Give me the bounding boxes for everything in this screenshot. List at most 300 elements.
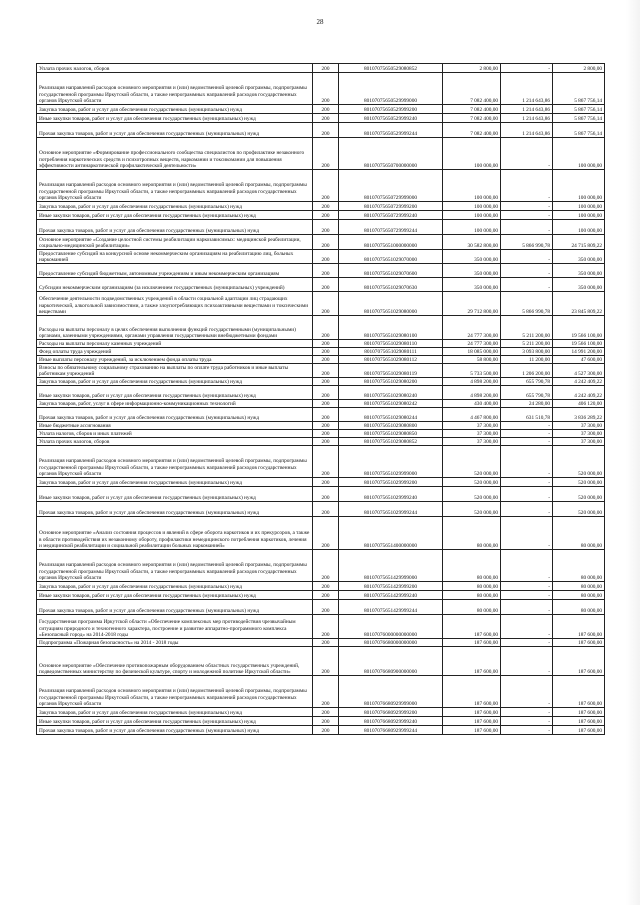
cell-line-code: 200 bbox=[313, 105, 339, 114]
table-row bbox=[37, 378, 605, 386]
table-row bbox=[37, 478, 605, 487]
cell-unexecuted-amount: 80 000,00 bbox=[553, 582, 605, 591]
cell-name: Прочая закупка товаров, работ и услуг для обеспечения государственных (муниципальных) нужд bbox=[37, 726, 313, 735]
cell-classification-code: 80107075651029070600 bbox=[339, 264, 443, 278]
table-row bbox=[37, 400, 605, 408]
cell-name: Уплата налогов, сборов и иных платежей bbox=[37, 430, 313, 438]
cell-approved-amount: 187 600,00 bbox=[443, 676, 501, 708]
cell-unexecuted-amount: 2 800,00 bbox=[553, 64, 605, 73]
cell-line-code: 200 bbox=[313, 647, 339, 676]
cell-executed-amount: - bbox=[501, 264, 553, 278]
table-row bbox=[37, 264, 605, 278]
cell-executed-amount: 24 280,00 bbox=[501, 400, 553, 408]
cell-name: Реализация направлений расходов основного мероприятия и (или) ведомственной целевой программы, подпрограммы государственной программы Иркутской области, а также непрограммных направлений расходов государственных органов Иркутской области bbox=[37, 550, 313, 582]
cell-approved-amount: 80 000,00 bbox=[443, 582, 501, 591]
cell-name: Реализация направлений расходов основного мероприятия и (или) ведомственной целевой программы, подпрограммы государственной программы Иркутской области, а также непрограммных направлений расходов государственных органов Иркутской области bbox=[37, 676, 313, 708]
cell-approved-amount: 187 600,00 bbox=[443, 615, 501, 639]
cell-executed-amount: - bbox=[501, 430, 553, 438]
cell-approved-amount: 24 777 300,00 bbox=[443, 340, 501, 348]
cell-unexecuted-amount: 100 000,00 bbox=[553, 202, 605, 211]
table-row bbox=[37, 105, 605, 114]
cell-classification-code: 80107076000000000000 bbox=[339, 615, 443, 639]
cell-approved-amount: 520 000,00 bbox=[443, 478, 501, 487]
cell-line-code: 200 bbox=[313, 717, 339, 726]
cell-executed-amount: - bbox=[501, 487, 553, 502]
table-row bbox=[37, 220, 605, 235]
cell-classification-code: 80107075651029080100 bbox=[339, 316, 443, 340]
cell-line-code: 200 bbox=[313, 64, 339, 73]
cell-approved-amount: 187 600,00 bbox=[443, 708, 501, 717]
cell-approved-amount: 100 000,00 bbox=[443, 170, 501, 202]
table-row bbox=[37, 517, 605, 550]
cell-name: Реализация направлений расходов основного мероприятия и (или) ведомственной целевой программы, подпрограммы государственной программы Иркутской области, а также непрограммных направлений расходов государственных органов Иркутской области bbox=[37, 170, 313, 202]
cell-unexecuted-amount: 100 000,00 bbox=[553, 170, 605, 202]
cell-classification-code: 80107075651029999244 bbox=[339, 502, 443, 517]
cell-line-code: 200 bbox=[313, 378, 339, 386]
cell-unexecuted-amount: 37 300,00 bbox=[553, 438, 605, 446]
cell-unexecuted-amount: 24 715 809,22 bbox=[553, 235, 605, 250]
cell-approved-amount: 29 712 800,00 bbox=[443, 292, 501, 316]
cell-unexecuted-amount: 4 242 409,22 bbox=[553, 386, 605, 400]
cell-name: Иные закупки товаров, работ и услуг для обеспечения государственных (муниципальных) нужд bbox=[37, 487, 313, 502]
budget-execution-table bbox=[36, 63, 605, 735]
cell-classification-code: 80107076680000000000 bbox=[339, 639, 443, 647]
cell-line-code: 200 bbox=[313, 676, 339, 708]
cell-classification-code: 80107075651029080240 bbox=[339, 386, 443, 400]
cell-approved-amount: 520 000,00 bbox=[443, 502, 501, 517]
cell-classification-code: 80107075650529999000 bbox=[339, 73, 443, 105]
table-row bbox=[37, 292, 605, 316]
table-row bbox=[37, 550, 605, 582]
cell-name: Реализация направлений расходов основного мероприятия и (или) ведомственной целевой программы, подпрограммы государственной программы Иркутской области, а также непрограммных направлений расходов государственных органов Иркутской области bbox=[37, 446, 313, 478]
cell-executed-amount: 5 211 200,00 bbox=[501, 316, 553, 340]
cell-approved-amount: 350 000,00 bbox=[443, 278, 501, 292]
cell-classification-code: 80107075651029999000 bbox=[339, 446, 443, 478]
table-row bbox=[37, 123, 605, 138]
cell-approved-amount: 4 898 200,00 bbox=[443, 386, 501, 400]
cell-approved-amount: 58 800,00 bbox=[443, 356, 501, 364]
table-row bbox=[37, 502, 605, 517]
cell-name: Прочая закупка товаров, работ и услуг для обеспечения государственных (муниципальных) нужд bbox=[37, 220, 313, 235]
cell-name: Подпрограмма «Пожарная безопасность» на 2014 - 2018 годы bbox=[37, 639, 313, 647]
cell-unexecuted-amount: 5 867 756,14 bbox=[553, 123, 605, 138]
cell-executed-amount: - bbox=[501, 422, 553, 430]
cell-classification-code: 80107075651029999200 bbox=[339, 478, 443, 487]
cell-executed-amount: - bbox=[501, 708, 553, 717]
table-row bbox=[37, 170, 605, 202]
cell-classification-code: 80107075651000000000 bbox=[339, 235, 443, 250]
cell-name: Основное мероприятие «Обеспечение противопожарным оборудованием областных государственных учреждений, подведомственных министерству по физической культуре, спорту и молодежной политике Иркутской области» bbox=[37, 647, 313, 676]
cell-name: Реализация направлений расходов основного мероприятия и (или) ведомственной целевой программы, подпрограммы государственной программы Иркутской области, а также непрограммных направлений расходов государственных органов Иркутской области bbox=[37, 73, 313, 105]
cell-name: Уплата прочих налогов, сборов bbox=[37, 438, 313, 446]
table-row bbox=[37, 487, 605, 502]
cell-executed-amount: 1 214 643,86 bbox=[501, 114, 553, 123]
cell-classification-code: 80107075650729999244 bbox=[339, 220, 443, 235]
cell-line-code: 200 bbox=[313, 235, 339, 250]
cell-classification-code: 80107075651029080000 bbox=[339, 292, 443, 316]
cell-unexecuted-amount: 23 845 809,22 bbox=[553, 292, 605, 316]
cell-executed-amount: 11 200,00 bbox=[501, 356, 553, 364]
table-row bbox=[37, 726, 605, 735]
cell-unexecuted-amount: 187 600,00 bbox=[553, 726, 605, 735]
cell-line-code: 200 bbox=[313, 615, 339, 639]
cell-executed-amount: - bbox=[501, 550, 553, 582]
cell-executed-amount: - bbox=[501, 438, 553, 446]
table-row bbox=[37, 138, 605, 170]
cell-executed-amount: 3 093 800,00 bbox=[501, 348, 553, 356]
cell-line-code: 200 bbox=[313, 364, 339, 378]
cell-unexecuted-amount: 520 000,00 bbox=[553, 446, 605, 478]
cell-name: Прочая закупка товаров, работ и услуг для обеспечения государственных (муниципальных) нужд bbox=[37, 123, 313, 138]
cell-executed-amount: - bbox=[501, 446, 553, 478]
cell-unexecuted-amount: 5 867 756,14 bbox=[553, 114, 605, 123]
cell-executed-amount: - bbox=[501, 220, 553, 235]
cell-line-code: 200 bbox=[313, 340, 339, 348]
cell-approved-amount: 18 085 000,00 bbox=[443, 348, 501, 356]
cell-name: Взносы по обязательному социальному страхованию на выплаты по оплате труда работников и иные выплаты работникам учреждений bbox=[37, 364, 313, 378]
cell-approved-amount: 5 733 500,00 bbox=[443, 364, 501, 378]
cell-unexecuted-amount: 520 000,00 bbox=[553, 502, 605, 517]
cell-name: Фонд оплаты труда учреждений bbox=[37, 348, 313, 356]
cell-classification-code: 80107076680929999240 bbox=[339, 717, 443, 726]
cell-unexecuted-amount: 100 000,00 bbox=[553, 211, 605, 220]
cell-unexecuted-amount: 47 600,00 bbox=[553, 356, 605, 364]
cell-unexecuted-amount: 187 600,00 bbox=[553, 615, 605, 639]
cell-approved-amount: 4 898 200,00 bbox=[443, 378, 501, 386]
cell-approved-amount: 7 082 400,00 bbox=[443, 105, 501, 114]
cell-approved-amount: 4 467 800,00 bbox=[443, 408, 501, 422]
cell-classification-code: 80107076680929999244 bbox=[339, 726, 443, 735]
cell-name: Закупка товаров, работ и услуг для обеспечения государственных (муниципальных) нужд bbox=[37, 478, 313, 487]
cell-executed-amount: 1 214 643,86 bbox=[501, 105, 553, 114]
cell-executed-amount: - bbox=[501, 170, 553, 202]
cell-unexecuted-amount: 187 600,00 bbox=[553, 717, 605, 726]
cell-approved-amount: 100 000,00 bbox=[443, 211, 501, 220]
cell-name: Закупка товаров, работ и услуг для обеспечения государственных (муниципальных) нужд bbox=[37, 582, 313, 591]
cell-classification-code: 80107075651029070630 bbox=[339, 278, 443, 292]
cell-line-code: 200 bbox=[313, 487, 339, 502]
cell-unexecuted-amount: 3 836 289,22 bbox=[553, 408, 605, 422]
cell-line-code: 200 bbox=[313, 550, 339, 582]
cell-name: Субсидии некоммерческим организациям (за исключением государственных (муниципальных) учреждений) bbox=[37, 278, 313, 292]
table-row bbox=[37, 717, 605, 726]
cell-approved-amount: 187 600,00 bbox=[443, 726, 501, 735]
cell-approved-amount: 187 600,00 bbox=[443, 639, 501, 647]
table-row bbox=[37, 250, 605, 264]
cell-approved-amount: 187 600,00 bbox=[443, 647, 501, 676]
cell-unexecuted-amount: 406 120,00 bbox=[553, 400, 605, 408]
table-row bbox=[37, 364, 605, 378]
cell-line-code: 200 bbox=[313, 220, 339, 235]
cell-unexecuted-amount: 19 566 100,00 bbox=[553, 340, 605, 348]
cell-approved-amount: 7 082 400,00 bbox=[443, 123, 501, 138]
page-number: 28 bbox=[316, 18, 324, 26]
cell-unexecuted-amount: 187 600,00 bbox=[553, 647, 605, 676]
cell-name: Уплата прочих налогов, сборов bbox=[37, 64, 313, 73]
cell-line-code: 200 bbox=[313, 400, 339, 408]
cell-approved-amount: 2 800,00 bbox=[443, 64, 501, 73]
cell-line-code: 200 bbox=[313, 478, 339, 487]
cell-classification-code: 80107075651429999244 bbox=[339, 600, 443, 615]
cell-executed-amount: - bbox=[501, 717, 553, 726]
cell-line-code: 200 bbox=[313, 278, 339, 292]
cell-classification-code: 80107075651029080850 bbox=[339, 430, 443, 438]
cell-approved-amount: 80 000,00 bbox=[443, 591, 501, 600]
cell-name: Прочая закупка товаров, работ и услуг для обеспечения государственных (муниципальных) нужд bbox=[37, 600, 313, 615]
cell-executed-amount: 5 866 990,78 bbox=[501, 235, 553, 250]
table-row bbox=[37, 73, 605, 105]
cell-name: Иные закупки товаров, работ и услуг для обеспечения государственных (муниципальных) нужд bbox=[37, 211, 313, 220]
cell-executed-amount: 655 790,78 bbox=[501, 386, 553, 400]
cell-classification-code: 80107075650729999000 bbox=[339, 170, 443, 202]
cell-unexecuted-amount: 520 000,00 bbox=[553, 487, 605, 502]
cell-unexecuted-amount: 100 000,00 bbox=[553, 220, 605, 235]
cell-name: Основное мероприятие «Формирование профессионального сообщества специалистов по профилактике незаконного потребления наркотических средств и психотропных веществ, наркомании и токсикомании для повышения эффективности антинаркотической профилактической деятельности» bbox=[37, 138, 313, 170]
cell-approved-amount: 7 082 400,00 bbox=[443, 73, 501, 105]
cell-executed-amount: - bbox=[501, 202, 553, 211]
cell-line-code: 200 bbox=[313, 292, 339, 316]
table-row bbox=[37, 430, 605, 438]
cell-name: Закупка товаров, работ и услуг для обеспечения государственных (муниципальных) нужд bbox=[37, 202, 313, 211]
table-row bbox=[37, 647, 605, 676]
cell-executed-amount: 655 790,78 bbox=[501, 378, 553, 386]
cell-executed-amount: - bbox=[501, 211, 553, 220]
table-row bbox=[37, 356, 605, 364]
cell-classification-code: 80107075651029999240 bbox=[339, 487, 443, 502]
table-row bbox=[37, 582, 605, 591]
cell-line-code: 200 bbox=[313, 708, 339, 717]
cell-executed-amount: 5 211 200,00 bbox=[501, 340, 553, 348]
cell-name: Закупка товаров, работ, услуг в сфере информационно-коммуникационных технологий bbox=[37, 400, 313, 408]
cell-approved-amount: 520 000,00 bbox=[443, 446, 501, 478]
cell-executed-amount: 631 510,78 bbox=[501, 408, 553, 422]
cell-classification-code: 80107075650529999240 bbox=[339, 114, 443, 123]
cell-approved-amount: 187 600,00 bbox=[443, 717, 501, 726]
cell-executed-amount: 1 214 643,86 bbox=[501, 73, 553, 105]
cell-executed-amount: 1 206 200,00 bbox=[501, 364, 553, 378]
cell-unexecuted-amount: 187 600,00 bbox=[553, 639, 605, 647]
cell-executed-amount: - bbox=[501, 639, 553, 647]
cell-approved-amount: 100 000,00 bbox=[443, 220, 501, 235]
cell-unexecuted-amount: 19 566 100,00 bbox=[553, 316, 605, 340]
cell-approved-amount: 24 777 300,00 bbox=[443, 316, 501, 340]
scan-edge-shadow bbox=[626, 0, 640, 905]
cell-name: Расходы на выплаты персоналу казенных учреждений bbox=[37, 340, 313, 348]
cell-unexecuted-amount: 4 242 409,22 bbox=[553, 378, 605, 386]
cell-executed-amount: - bbox=[501, 278, 553, 292]
cell-line-code: 200 bbox=[313, 316, 339, 340]
cell-executed-amount: - bbox=[501, 478, 553, 487]
cell-line-code: 200 bbox=[313, 73, 339, 105]
cell-line-code: 200 bbox=[313, 517, 339, 550]
cell-line-code: 200 bbox=[313, 446, 339, 478]
cell-unexecuted-amount: 187 600,00 bbox=[553, 676, 605, 708]
cell-unexecuted-amount: 4 527 300,00 bbox=[553, 364, 605, 378]
table-row bbox=[37, 340, 605, 348]
table-row bbox=[37, 235, 605, 250]
cell-classification-code: 80107075651029080800 bbox=[339, 422, 443, 430]
table-row bbox=[37, 64, 605, 73]
cell-line-code: 200 bbox=[313, 264, 339, 278]
table-row bbox=[37, 202, 605, 211]
cell-line-code: 200 bbox=[313, 422, 339, 430]
cell-executed-amount: - bbox=[501, 591, 553, 600]
cell-executed-amount: 5 866 990,78 bbox=[501, 292, 553, 316]
cell-classification-code: 80107075650729999240 bbox=[339, 211, 443, 220]
table-row bbox=[37, 386, 605, 400]
cell-name: Закупка товаров, работ и услуг для обеспечения государственных (муниципальных) нужд bbox=[37, 708, 313, 717]
cell-unexecuted-amount: 37 300,00 bbox=[553, 430, 605, 438]
cell-unexecuted-amount: 187 600,00 bbox=[553, 708, 605, 717]
cell-executed-amount: - bbox=[501, 582, 553, 591]
cell-line-code: 200 bbox=[313, 430, 339, 438]
cell-line-code: 200 bbox=[313, 202, 339, 211]
cell-classification-code: 80107075651029080112 bbox=[339, 356, 443, 364]
cell-classification-code: 80107075651029080244 bbox=[339, 408, 443, 422]
cell-line-code: 200 bbox=[313, 386, 339, 400]
cell-approved-amount: 430 400,00 bbox=[443, 400, 501, 408]
cell-line-code: 200 bbox=[313, 502, 339, 517]
cell-executed-amount: - bbox=[501, 647, 553, 676]
cell-classification-code: 80107075651400000000 bbox=[339, 517, 443, 550]
cell-executed-amount: - bbox=[501, 250, 553, 264]
cell-unexecuted-amount: 80 000,00 bbox=[553, 550, 605, 582]
cell-line-code: 200 bbox=[313, 250, 339, 264]
cell-classification-code: 80107076680929999200 bbox=[339, 708, 443, 717]
cell-executed-amount: - bbox=[501, 138, 553, 170]
cell-unexecuted-amount: 350 000,00 bbox=[553, 250, 605, 264]
cell-classification-code: 80107075650529999200 bbox=[339, 105, 443, 114]
cell-executed-amount: - bbox=[501, 517, 553, 550]
cell-approved-amount: 37 300,00 bbox=[443, 430, 501, 438]
cell-classification-code: 80107075651029070000 bbox=[339, 250, 443, 264]
cell-name: Основное мероприятие «Анализ состояния процессов и явлений в сфере оборота наркотиков и их прекурсоров, а также в области противодействия их незаконному обороту, профилактики немедицинского потребления наркотиков, лечения и медицинской реабилитации и социальной реабилитации больных наркоманией» bbox=[37, 517, 313, 550]
table-row bbox=[37, 408, 605, 422]
cell-approved-amount: 37 300,00 bbox=[443, 438, 501, 446]
table-row bbox=[37, 278, 605, 292]
cell-line-code: 200 bbox=[313, 170, 339, 202]
cell-line-code: 200 bbox=[313, 726, 339, 735]
cell-unexecuted-amount: 80 000,00 bbox=[553, 517, 605, 550]
table-row bbox=[37, 446, 605, 478]
cell-line-code: 200 bbox=[313, 582, 339, 591]
table-row bbox=[37, 708, 605, 717]
cell-executed-amount: - bbox=[501, 615, 553, 639]
cell-name: Иные закупки товаров, работ и услуг для обеспечения государственных (муниципальных) нужд bbox=[37, 114, 313, 123]
cell-unexecuted-amount: 5 867 756,14 bbox=[553, 73, 605, 105]
cell-line-code: 200 bbox=[313, 211, 339, 220]
cell-unexecuted-amount: 100 000,00 bbox=[553, 138, 605, 170]
cell-name: Государственная программа Иркутской области «Обеспечение комплексных мер противодействия чрезвычайным ситуациям природного и техногенного характера, построение и развитие аппаратно-программного комплекса «Безопасный город» на 2014-2018 годы bbox=[37, 615, 313, 639]
cell-name: Расходы на выплаты персоналу в целях обеспечения выполнения функций государственными (муниципальными) органами, казенными учреждениями, органами управления государственными внебюджетными фондами bbox=[37, 316, 313, 340]
cell-name: Предоставление субсидий бюджетным, автономным учреждениям и иным некоммерческим организациям bbox=[37, 264, 313, 278]
cell-classification-code: 80107075651029080852 bbox=[339, 438, 443, 446]
cell-unexecuted-amount: 350 000,00 bbox=[553, 278, 605, 292]
cell-unexecuted-amount: 14 991 200,00 bbox=[553, 348, 605, 356]
cell-name: Обеспечение деятельности подведомственных учреждений в области социальной адаптации лиц страдающих наркотической, алкогольной зависимостями, а также злоупотребляющих психоактивными веществами и токсическими веществами bbox=[37, 292, 313, 316]
cell-executed-amount: - bbox=[501, 726, 553, 735]
cell-name: Закупка товаров, работ и услуг для обеспечения государственных (муниципальных) нужд bbox=[37, 378, 313, 386]
cell-approved-amount: 30 582 800,00 bbox=[443, 235, 501, 250]
cell-name: Иные бюджетные ассигнования bbox=[37, 422, 313, 430]
cell-executed-amount: - bbox=[501, 600, 553, 615]
cell-classification-code: 80107075651029080111 bbox=[339, 348, 443, 356]
table-row bbox=[37, 422, 605, 430]
table-row bbox=[37, 600, 605, 615]
cell-classification-code: 80107076680929999000 bbox=[339, 676, 443, 708]
cell-approved-amount: 80 000,00 bbox=[443, 517, 501, 550]
cell-unexecuted-amount: 520 000,00 bbox=[553, 478, 605, 487]
cell-approved-amount: 100 000,00 bbox=[443, 202, 501, 211]
cell-classification-code: 80107075650700000000 bbox=[339, 138, 443, 170]
cell-line-code: 200 bbox=[313, 639, 339, 647]
cell-classification-code: 80107075651429999240 bbox=[339, 591, 443, 600]
cell-classification-code: 80107075650529080852 bbox=[339, 64, 443, 73]
cell-name: Иные выплаты персоналу учреждений, за исключением фонда оплаты труда bbox=[37, 356, 313, 364]
cell-name: Прочая закупка товаров, работ и услуг для обеспечения государственных (муниципальных) нужд bbox=[37, 408, 313, 422]
cell-line-code: 200 bbox=[313, 348, 339, 356]
table-row bbox=[37, 211, 605, 220]
cell-approved-amount: 520 000,00 bbox=[443, 487, 501, 502]
cell-line-code: 200 bbox=[313, 591, 339, 600]
table-row bbox=[37, 438, 605, 446]
table-row bbox=[37, 316, 605, 340]
table-row bbox=[37, 591, 605, 600]
cell-classification-code: 80107075650729999200 bbox=[339, 202, 443, 211]
cell-name: Иные закупки товаров, работ и услуг для обеспечения государственных (муниципальных) нужд bbox=[37, 591, 313, 600]
cell-approved-amount: 350 000,00 bbox=[443, 264, 501, 278]
cell-unexecuted-amount: 350 000,00 bbox=[553, 264, 605, 278]
table-row bbox=[37, 676, 605, 708]
cell-classification-code: 80107076680900000000 bbox=[339, 647, 443, 676]
cell-unexecuted-amount: 5 867 756,14 bbox=[553, 105, 605, 114]
cell-classification-code: 80107075651029080110 bbox=[339, 340, 443, 348]
table-row bbox=[37, 639, 605, 647]
cell-line-code: 200 bbox=[313, 138, 339, 170]
cell-classification-code: 80107075651429999200 bbox=[339, 582, 443, 591]
cell-approved-amount: 80 000,00 bbox=[443, 600, 501, 615]
table-row bbox=[37, 114, 605, 123]
cell-line-code: 200 bbox=[313, 114, 339, 123]
cell-unexecuted-amount: 37 300,00 bbox=[553, 422, 605, 430]
cell-name: Иные закупки товаров, работ и услуг для обеспечения государственных (муниципальных) нужд bbox=[37, 386, 313, 400]
cell-line-code: 200 bbox=[313, 408, 339, 422]
cell-name: Прочая закупка товаров, работ и услуг для обеспечения государственных (муниципальных) нужд bbox=[37, 502, 313, 517]
cell-executed-amount: 1 214 643,86 bbox=[501, 123, 553, 138]
cell-unexecuted-amount: 80 000,00 bbox=[553, 600, 605, 615]
cell-name: Закупка товаров, работ и услуг для обеспечения государственных (муниципальных) нужд bbox=[37, 105, 313, 114]
cell-classification-code: 80107075651029080242 bbox=[339, 400, 443, 408]
cell-line-code: 200 bbox=[313, 356, 339, 364]
cell-line-code: 200 bbox=[313, 600, 339, 615]
cell-name: Иные закупки товаров, работ и услуг для обеспечения государственных (муниципальных) нужд bbox=[37, 717, 313, 726]
cell-executed-amount: - bbox=[501, 64, 553, 73]
cell-line-code: 200 bbox=[313, 123, 339, 138]
cell-classification-code: 80107075651029080119 bbox=[339, 364, 443, 378]
cell-executed-amount: - bbox=[501, 676, 553, 708]
cell-approved-amount: 80 000,00 bbox=[443, 550, 501, 582]
cell-classification-code: 80107075650529999244 bbox=[339, 123, 443, 138]
cell-approved-amount: 7 082 400,00 bbox=[443, 114, 501, 123]
cell-unexecuted-amount: 80 000,00 bbox=[553, 591, 605, 600]
cell-approved-amount: 350 000,00 bbox=[443, 250, 501, 264]
table-row bbox=[37, 348, 605, 356]
cell-approved-amount: 37 300,00 bbox=[443, 422, 501, 430]
cell-classification-code: 80107075651429999000 bbox=[339, 550, 443, 582]
cell-classification-code: 80107075651029080200 bbox=[339, 378, 443, 386]
table-row bbox=[37, 615, 605, 639]
cell-name: Предоставление субсидий на конкурсной основе некоммерческим организациям на реабилитацию лиц, больных наркоманией bbox=[37, 250, 313, 264]
